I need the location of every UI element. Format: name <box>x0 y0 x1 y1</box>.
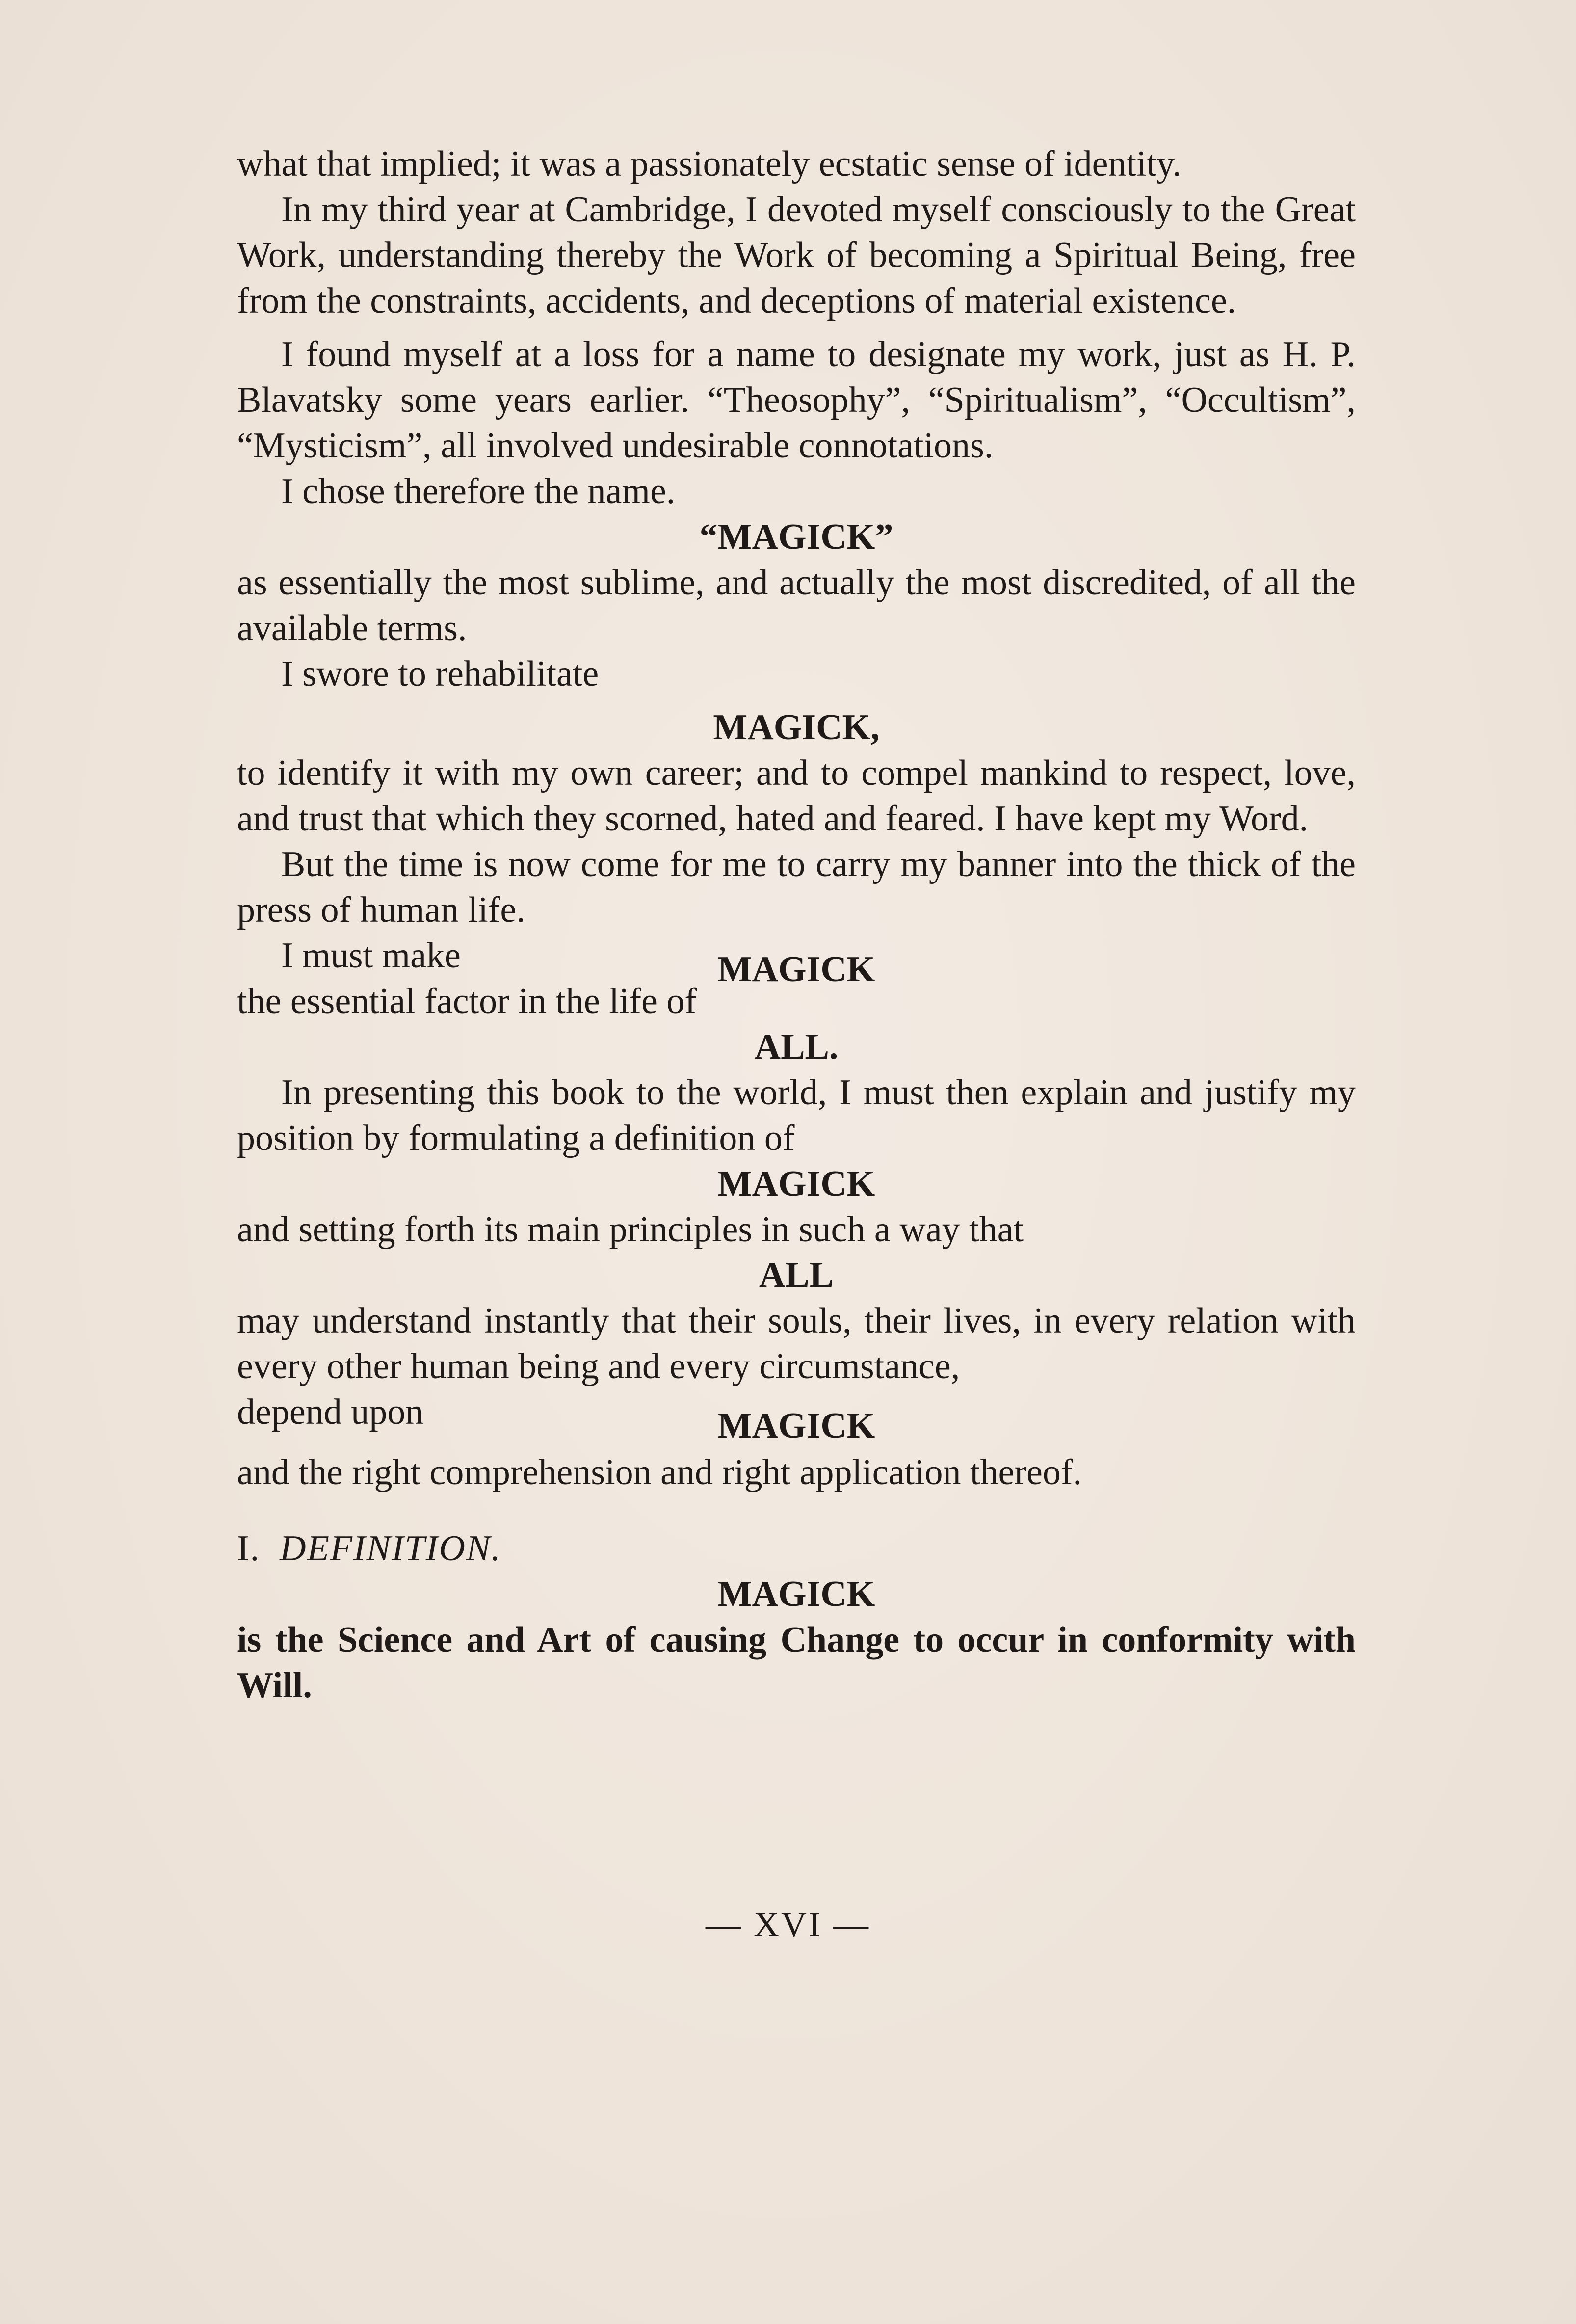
centered-term: MAGICK, <box>713 707 880 748</box>
section-number: I. <box>237 1528 261 1569</box>
definition-term: MAGICK <box>717 1574 875 1614</box>
section-title: DEFINITION. <box>280 1528 501 1569</box>
paragraph: But the time is now come for me to carry my banner into the thick of the press of human life. <box>237 844 1356 930</box>
body-text <box>237 141 1356 1709</box>
paragraph: In my third year at Cambridge, I devoted myself consciously to the Great Work, understanding thereby the Work of becoming a Spiritual Being, free from the constraints, accidents, and deceptions of material existence. <box>237 189 1356 321</box>
definition-text: is the Science and Art of causing Change to occur in conformity with Will. <box>237 1620 1356 1706</box>
paragraph: I found myself at a loss for a name to designate my work, just as H. P. Blavatsky some years earlier. “Theosophy”, “Spiritualism”, “Occultism”, “Mysticism”, all involved undesirable connotations. <box>237 334 1356 466</box>
paragraph: as essentially the most sublime, and actually the most discredited, of all the available terms. <box>237 562 1356 648</box>
centered-term: ALL <box>759 1255 834 1295</box>
paragraph: what that implied; it was a passionately ecstatic sense of identity. <box>237 144 1182 184</box>
section-heading <box>237 1526 1356 1572</box>
centered-term: MAGICK <box>717 1406 875 1446</box>
paragraph: and the right comprehension and right application thereof. <box>237 1452 1082 1493</box>
centered-term: ALL. <box>754 1027 839 1067</box>
page-number: — XVI — <box>706 1905 870 1944</box>
inline-term-row <box>237 1389 1356 1446</box>
centered-term: MAGICK <box>717 1164 875 1204</box>
paragraph: I must make <box>281 935 461 976</box>
paragraph: depend upon <box>237 1392 424 1432</box>
paragraph: to identify it with my own career; and to compel mankind to respect, love, and trust that which they scorned, hated and feared. I have kept my Word. <box>237 753 1356 839</box>
paragraph: the essential factor in the life of <box>237 981 697 1021</box>
paragraph: I swore to rehabilitate <box>281 654 599 694</box>
paragraph: may understand instantly that their souls, their lives, in every relation with every other human being and every circumstance, <box>237 1301 1356 1387</box>
inline-term-row <box>237 933 1356 989</box>
paragraph: In presenting this book to the world, I must then explain and justify my position by formulating a definition of <box>237 1072 1356 1158</box>
paragraph: and setting forth its main principles in such a way that <box>237 1209 1024 1250</box>
centered-term: MAGICK <box>717 949 875 989</box>
centered-term: “MAGICK” <box>699 517 893 557</box>
paragraph: I chose therefore the name. <box>281 471 676 511</box>
